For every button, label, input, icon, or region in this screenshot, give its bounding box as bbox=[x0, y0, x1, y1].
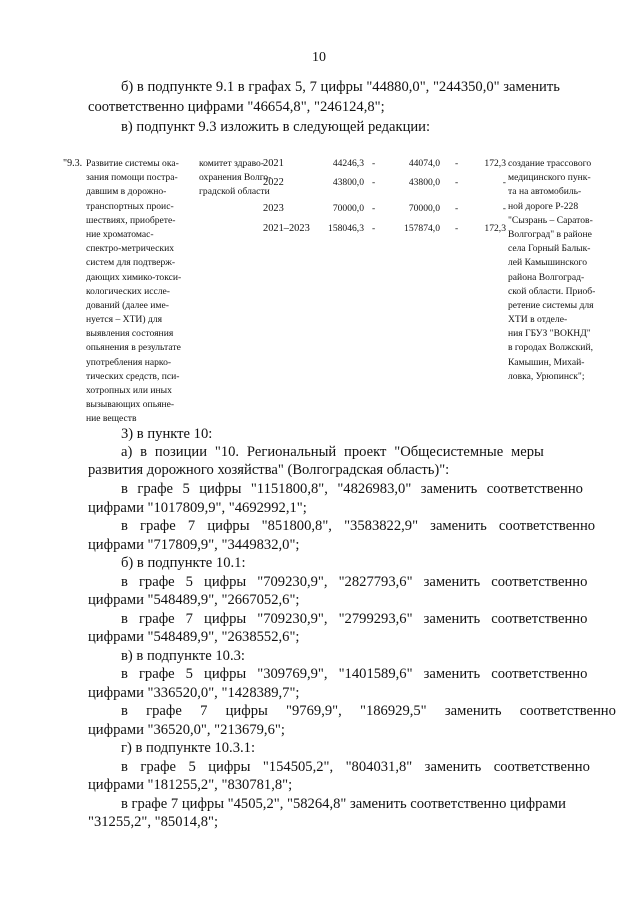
financing-cell-c1: - bbox=[372, 223, 376, 234]
s3-line-22: "31255,2", "85014,8"; bbox=[88, 814, 219, 830]
description-column bbox=[86, 157, 202, 427]
row-number: "9.3. bbox=[63, 158, 83, 169]
description-line: ние веществ bbox=[86, 413, 137, 425]
result-line: ской области. Приоб- bbox=[508, 285, 596, 297]
description-line: спектро-метрических bbox=[86, 243, 175, 255]
description-line: опьянения в результате bbox=[86, 342, 181, 354]
s3-line-10: цифрами "548489,9", "2667052,6"; bbox=[88, 592, 300, 608]
s3-line-13: в) в подпункте 10.3: bbox=[121, 648, 245, 664]
description-line: выявления состояния bbox=[86, 328, 174, 340]
executor-line: градской области bbox=[199, 186, 270, 198]
financing-cell-total: 43800,0 bbox=[332, 177, 364, 188]
financing-cell-c2: 70000,0 bbox=[408, 203, 440, 214]
intro-line-2: соответственно цифрами "46654,8", "246124,8"; bbox=[88, 99, 385, 115]
description-line: зания помощи постра- bbox=[86, 172, 178, 184]
result-line: ретение системы для bbox=[508, 299, 594, 311]
s3-line-20: цифрами "181255,2", "830781,8"; bbox=[88, 777, 293, 793]
result-line: в городах Волжский, bbox=[508, 342, 593, 354]
intro-line-3: в) подпункт 9.3 изложить в следующей редакции: bbox=[121, 119, 431, 135]
financing-cell-c4: - bbox=[502, 203, 506, 214]
s3-line-15: цифрами "336520,0", "1428389,7"; bbox=[88, 685, 300, 701]
s3-line-11: в графе 7 цифры "709230,9", "2799293,6" заменить соответственно bbox=[121, 611, 588, 627]
description-line: шествиях, приобрете- bbox=[86, 214, 176, 226]
description-line: систем для подтверж- bbox=[86, 257, 176, 269]
result-line: медицинского пунк- bbox=[508, 172, 591, 184]
intro-line-1: б) в подпункте 9.1 в графах 5, 7 цифры "44880,0", "244350,0" заменить bbox=[121, 79, 560, 95]
description-line: транспортных проис- bbox=[86, 200, 174, 212]
s3-line-18: г) в подпункте 10.3.1: bbox=[121, 740, 256, 756]
financing-cell-c4: - bbox=[502, 177, 506, 188]
financing-cell-c1: - bbox=[372, 177, 376, 188]
financing-cell-c3: - bbox=[455, 177, 459, 188]
result-line: создание трассового bbox=[508, 158, 592, 169]
s3-line-5: цифрами "1017809,9", "4692992,1"; bbox=[88, 500, 307, 516]
financing-cell-year: 2021 bbox=[263, 158, 284, 169]
financing-cell-c2: 157874,0 bbox=[404, 223, 440, 234]
financing-cell-c3: - bbox=[455, 158, 459, 169]
financing-cell-c3: - bbox=[455, 203, 459, 214]
s3-line-14: в графе 5 цифры "309769,9", "1401589,6" заменить соответственно bbox=[121, 666, 588, 682]
result-line: села Горный Балык- bbox=[508, 243, 591, 255]
financing-cell-year: 2021–2023 bbox=[263, 223, 310, 234]
result-line: "Сызрань – Саратов- bbox=[508, 214, 593, 226]
s3-line-6: в графе 7 цифры "851800,8", "3583822,9" заменить соответственно bbox=[121, 518, 596, 534]
financing-cell-c3: - bbox=[455, 223, 459, 234]
result-column bbox=[508, 157, 600, 384]
executor-column bbox=[199, 157, 272, 200]
description-line: дающих химико-токси- bbox=[86, 271, 182, 283]
financing-cell-c4: 172,3 bbox=[484, 158, 506, 169]
s3-line-12: цифрами "548489,9", "2638552,6"; bbox=[88, 629, 300, 645]
result-line: района Волгоград- bbox=[508, 271, 585, 283]
s3-line-17: цифрами "36520,0", "213679,6"; bbox=[88, 722, 285, 738]
executor-line: комитет здраво- bbox=[199, 158, 265, 169]
description-line: нуется – ХТИ) для bbox=[86, 314, 163, 326]
financing-cell-c1: - bbox=[372, 203, 376, 214]
s3-line-1: 3) в пункте 10: bbox=[121, 426, 213, 442]
result-line: ХТИ в отделе- bbox=[508, 314, 568, 326]
page-number: 10 bbox=[312, 50, 326, 65]
result-line: ния ГБУЗ "ВОКНД" bbox=[508, 328, 591, 340]
s3-line-4: в графе 5 цифры "1151800,8", "4826983,0" заменить соответственно bbox=[121, 481, 583, 497]
financing-cell-c4: 172,3 bbox=[484, 223, 506, 234]
description-line: дований (далее име- bbox=[86, 299, 169, 311]
financing-cell-year: 2023 bbox=[263, 203, 284, 214]
s3-line-8: б) в подпункте 10.1: bbox=[121, 555, 246, 571]
description-line: давшим в дорожно- bbox=[86, 186, 167, 198]
executor-line: охранения Волго- bbox=[199, 172, 272, 184]
result-line: Волгоград" в районе bbox=[508, 228, 592, 240]
description-line: кологических иссле- bbox=[86, 285, 170, 297]
s3-line-9: в графе 5 цифры "709230,9", "2827793,6" заменить соответственно bbox=[121, 574, 588, 590]
description-line: вызывающих опьяне- bbox=[86, 399, 175, 411]
financing-cell-c1: - bbox=[372, 158, 376, 169]
s3-line-16: в графе 7 цифры "9769,9", "186929,5" заменить соответственно bbox=[121, 703, 616, 719]
financing-cell-total: 158046,3 bbox=[328, 223, 364, 234]
result-line: лей Камышинского bbox=[508, 257, 588, 269]
financing-cell-c2: 44074,0 bbox=[408, 158, 440, 169]
description-line: употребления нарко- bbox=[86, 356, 172, 368]
financing-cell-c2: 43800,0 bbox=[408, 177, 440, 188]
result-line: Камышин, Михай- bbox=[508, 356, 585, 368]
result-line: та на автомобиль- bbox=[508, 186, 582, 198]
s3-line-2: а) в позиции "10. Региональный проект "Общесистемные меры bbox=[121, 444, 544, 460]
result-line: ловка, Урюпинск"; bbox=[508, 370, 585, 382]
s3-line-21: в графе 7 цифры "4505,2", "58264,8" заменить соответственно цифрами bbox=[121, 796, 566, 812]
financing-cell-year: 2022 bbox=[263, 177, 284, 188]
description-line: Развитие системы ока- bbox=[86, 158, 179, 169]
description-line: ние хроматомас- bbox=[86, 228, 154, 240]
s3-line-3: развития дорожного хозяйства" (Волгоградская область)": bbox=[88, 462, 450, 478]
s3-line-7: цифрами "717809,9", "3449832,0"; bbox=[88, 537, 300, 553]
s3-line-19: в графе 5 цифры "154505,2", "804031,8" заменить соответственно bbox=[121, 759, 590, 775]
result-line: ной дороге Р-228 bbox=[508, 200, 579, 212]
description-line: тических средств, пси- bbox=[86, 370, 180, 382]
financing-cell-total: 70000,0 bbox=[332, 203, 364, 214]
financing-cell-total: 44246,3 bbox=[332, 158, 364, 169]
description-line: хотропных или иных bbox=[86, 385, 172, 396]
